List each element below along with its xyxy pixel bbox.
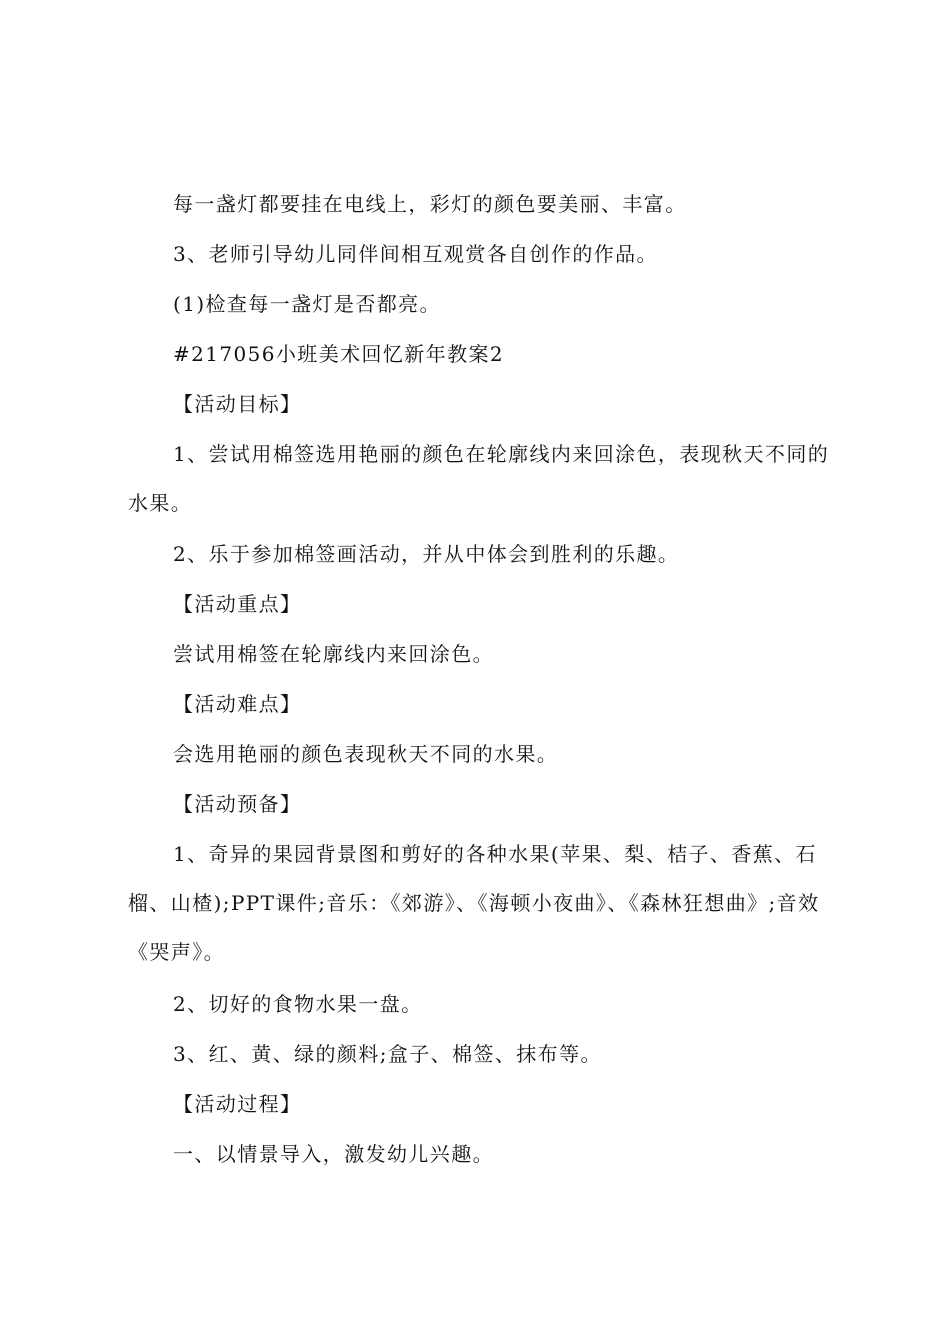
paragraph-1: 每一盏灯都要挂在电线上，彩灯的颜色要美丽、丰富。	[173, 192, 687, 216]
section-heading-focus: 【活动重点】	[173, 592, 302, 616]
paragraph-process-1: 一、以情景导入，激发幼儿兴趣。	[173, 1142, 494, 1166]
paragraph-difficulty: 会选用艳丽的颜色表现秋天不同的水果。	[173, 742, 559, 766]
section-heading-process: 【活动过程】	[173, 1092, 302, 1116]
paragraph-4-heading: #217056小班美术回忆新年教案2	[173, 342, 505, 366]
paragraph-3: (1)检查每一盏灯是否都亮。	[173, 292, 441, 316]
paragraph-goal-2: 2、乐于参加棉签画活动，并从中体会到胜利的乐趣。	[173, 542, 680, 566]
section-heading-preparation: 【活动预备】	[173, 792, 302, 816]
paragraph-prep-2: 2、切好的食物水果一盘。	[173, 992, 423, 1016]
paragraph-2: 3、老师引导幼儿同伴间相互观赏各自创作的作品。	[173, 242, 658, 266]
paragraph-prep-1: 1、奇异的果园背景图和剪好的各种水果(苹果、梨、桔子、香蕉、石榴、山楂);PPT课件;音乐：《郊游》、《海顿小夜曲》、《森林狂想曲》;音效《哭声》。	[128, 842, 820, 964]
paragraph-goal-1: 1、尝试用棉签选用艳丽的颜色在轮廓线内来回涂色，表现秋天不同的水果。	[128, 442, 830, 515]
paragraph-focus: 尝试用棉签在轮廓线内来回涂色。	[173, 642, 494, 666]
section-heading-goals: 【活动目标】	[173, 392, 302, 416]
section-heading-difficulty: 【活动难点】	[173, 692, 302, 716]
paragraph-prep-3: 3、红、黄、绿的颜料;盒子、棉签、抹布等。	[173, 1042, 602, 1066]
